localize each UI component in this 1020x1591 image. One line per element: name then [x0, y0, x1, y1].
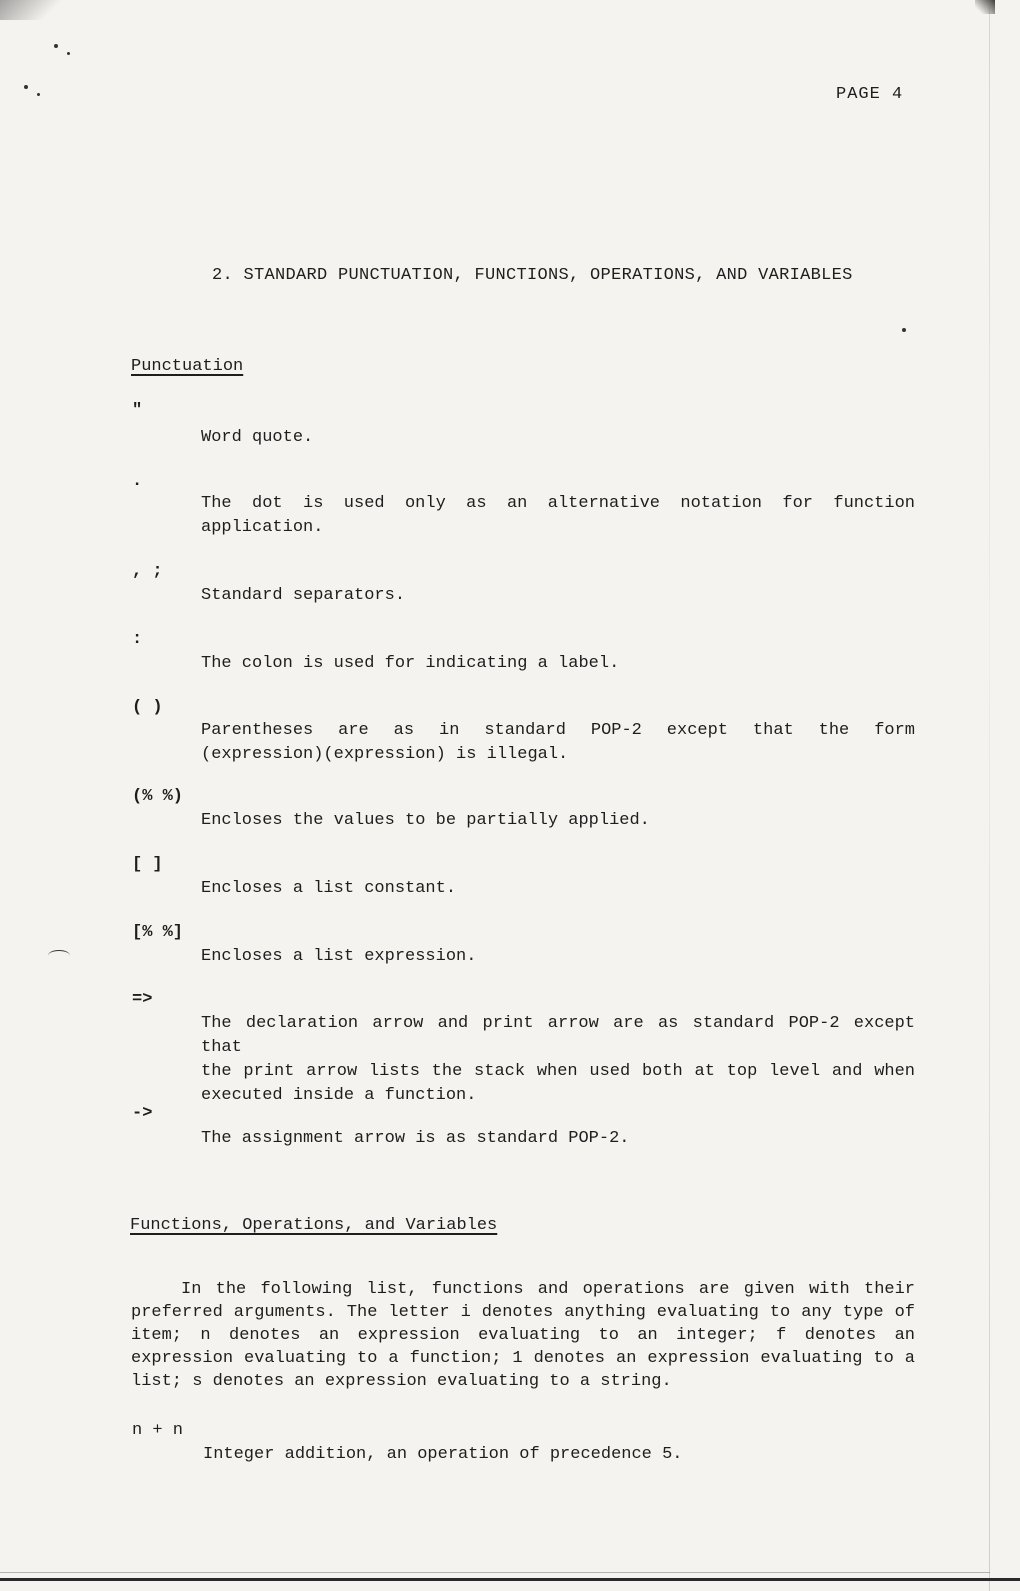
- punctuation-symbol-list-expression: [% %]: [132, 923, 184, 942]
- punctuation-heading: Punctuation: [131, 357, 244, 376]
- description-line: application.: [201, 518, 324, 537]
- description-line: the print arrow lists the stack when used both at top level and when: [201, 1062, 915, 1081]
- description-line: The colon is used for indicating a label.: [201, 654, 620, 673]
- punctuation-symbol-separators: , ;: [132, 562, 163, 581]
- intro-line: list; s denotes an expression evaluating to a string.: [131, 1372, 672, 1391]
- description-line: The assignment arrow is as standard POP-2.: [201, 1129, 630, 1148]
- scan-speck: [54, 44, 58, 48]
- scan-shadow-top-left: [0, 0, 70, 20]
- function-symbol-integer-addition: n + n: [132, 1421, 184, 1440]
- functions-heading: Functions, Operations, and Variables: [130, 1216, 498, 1235]
- punctuation-description-dot: [201, 492, 915, 540]
- scan-speck: [37, 93, 40, 96]
- punctuation-symbol-assignment-arrow: ->: [132, 1104, 153, 1123]
- intro-line: preferred arguments. The letter i denotes anything evaluating to any type of: [131, 1303, 915, 1322]
- scan-speck: [902, 328, 906, 332]
- punctuation-symbol-print-arrow: =>: [132, 990, 153, 1009]
- section-heading: 2. STANDARD PUNCTUATION, FUNCTIONS, OPERATIONS, AND VARIABLES: [212, 266, 853, 285]
- page-number: PAGE 4: [836, 85, 904, 104]
- description-line: (expression)(expression) is illegal.: [201, 745, 569, 764]
- scan-speck: [67, 52, 70, 55]
- functions-intro-paragraph: [131, 1278, 915, 1393]
- margin-mark: [48, 950, 70, 961]
- description-line: The dot is used only as an alternative notation for function: [201, 494, 915, 513]
- punctuation-description-list-expression: [201, 945, 915, 969]
- punctuation-symbol-dot: .: [132, 472, 143, 491]
- scan-edge-bottom: [0, 1578, 1020, 1581]
- punctuation-description-separators: [201, 584, 915, 608]
- description-line: Word quote.: [201, 428, 314, 447]
- punctuation-description-word-quote: [201, 426, 915, 450]
- scan-shadow-top-right: [975, 0, 995, 14]
- punctuation-symbol-list-constant: [ ]: [132, 855, 163, 874]
- punctuation-symbol-parentheses: ( ): [132, 698, 163, 717]
- function-description-integer-addition: [203, 1443, 917, 1467]
- punctuation-symbol-colon: :: [132, 630, 143, 649]
- intro-line: expression evaluating to a function; 1 denotes an expression evaluating to a: [131, 1349, 915, 1368]
- scan-speck: [24, 85, 28, 89]
- scan-edge-right: [989, 0, 990, 1591]
- punctuation-description-print-arrow: [201, 1012, 915, 1108]
- punctuation-description-colon: [201, 652, 915, 676]
- description-line: Standard separators.: [201, 586, 406, 605]
- punctuation-description-list-constant: [201, 877, 915, 901]
- punctuation-symbol-partial-application: (% %): [132, 787, 184, 806]
- punctuation-description-assignment-arrow: [201, 1127, 915, 1151]
- intro-line: In the following list, functions and operations are given with their: [181, 1280, 915, 1299]
- description-line: Integer addition, an operation of precedence 5.: [203, 1445, 683, 1464]
- description-line: Encloses a list constant.: [201, 879, 457, 898]
- description-line: Encloses the values to be partially applied.: [201, 811, 650, 830]
- description-line: Parentheses are as in standard POP-2 except that the form: [201, 721, 915, 740]
- description-line: executed inside a function.: [201, 1086, 477, 1105]
- punctuation-description-parentheses: [201, 719, 915, 767]
- description-line: Encloses a list expression.: [201, 947, 477, 966]
- punctuation-description-partial-application: [201, 809, 915, 833]
- intro-line: item; n denotes an expression evaluating to an integer; f denotes an: [131, 1326, 915, 1345]
- punctuation-symbol-word-quote: ": [132, 401, 143, 420]
- description-line: The declaration arrow and print arrow are as standard POP-2 except that: [201, 1014, 915, 1057]
- scan-line-bottom: [0, 1572, 990, 1573]
